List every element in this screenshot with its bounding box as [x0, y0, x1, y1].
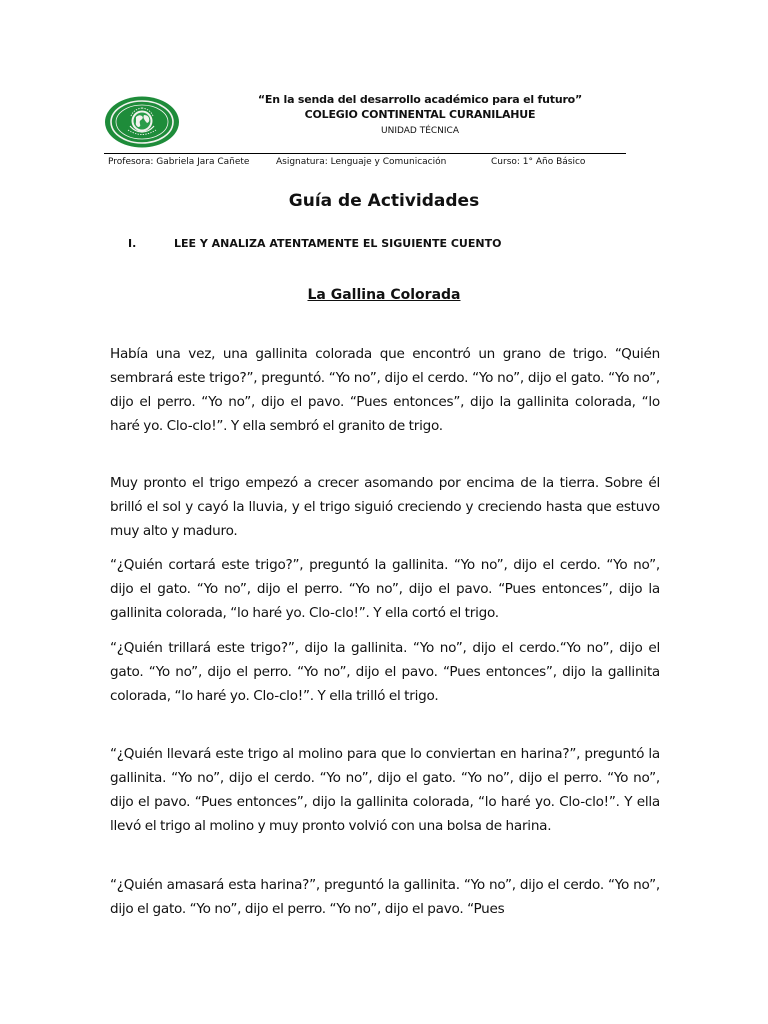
story-title-text: La Gallina Colorada: [307, 287, 461, 303]
story-paragraph: “¿Quién cortará este trigo?”, preguntó la gallinita. “Yo no”, dijo el cerdo. “Yo no”, dijo el gato. “Yo no”, dijo el perro. “Yo no”, dijo el pavo. “Pues entonces”, dijo la gallinita colorada, “lo haré yo. Clo-clo!”. Y ella cortó el trigo.: [110, 557, 660, 621]
section-number: I.: [128, 237, 137, 250]
story-paragraph: “¿Quién trillará este trigo?”, dijo la gallinita. “Yo no”, dijo el cerdo.“Yo no”, dijo el gato. “Yo no”, dijo el perro. “Yo no”, dijo el pavo. “Pues entonces”, dijo la gallinita colorada, “lo haré yo. Clo-clo!”. Y ella trilló el trigo.: [110, 640, 660, 704]
story-title: [0, 285, 768, 305]
school-name: COLEGIO CONTINENTAL CURANILAHUE: [304, 108, 536, 121]
subject-label: Asignatura: Lenguaje y Comunicación: [276, 157, 447, 167]
school-unit: UNIDAD TÉCNICA: [381, 126, 459, 136]
teacher-label: Profesora: Gabriela Jara Cañete: [108, 157, 250, 167]
school-motto: “En la senda del desarrollo académico para el futuro”: [257, 93, 583, 106]
header-divider: [104, 153, 626, 154]
school-header: [250, 93, 590, 139]
worksheet-meta-row: [0, 156, 768, 170]
worksheet-title: Guía de Actividades: [288, 191, 480, 211]
story-paragraph: Muy pronto el trigo empezó a crecer asomando por encima de la tierra. Sobre él brilló el sol y cayó la lluvia, y el trigo siguió creciendo y creciendo hasta que estuvo muy alto y maduro.: [110, 475, 660, 539]
story-paragraph: “¿Quién llevará este trigo al molino para que lo conviertan en harina?”, preguntó la gallinita. “Yo no”, dijo el cerdo. “Yo no”, dijo el gato. “Yo no”, dijo el perro. “Yo no”, dijo el pavo. “Pues entonces”, dijo la gallinita colorada, “lo haré yo. Clo-clo!”. Y ella llevó el trigo al molino y muy pronto volvió con una bolsa de harina.: [110, 746, 660, 834]
section-heading: [0, 236, 768, 252]
course-label: Curso: 1° Año Básico: [491, 157, 586, 167]
section-instruction: LEE Y ANALIZA ATENTAMENTE EL SIGUIENTE CUENTO: [174, 237, 502, 250]
school-seal-globe-icon: [104, 96, 180, 148]
story-paragraph: Había una vez, una gallinita colorada que encontró un grano de trigo. “Quién sembrará este trigo?”, preguntó. “Yo no”, dijo el cerdo. “Yo no”, dijo el gato. “Yo no”, dijo el perro. “Yo no”, dijo el pavo. “Pues entonces”, dijo la gallinita colorada, “lo haré yo. Clo-clo!”. Y ella sembró el granito de trigo.: [110, 346, 660, 434]
school-seal-logo: [104, 96, 180, 148]
story-paragraph: “¿Quién amasará esta harina?”, preguntó la gallinita. “Yo no”, dijo el cerdo. “Yo no”, dijo el gato. “Yo no”, dijo el perro. “Yo no”, dijo el pavo. “Pues: [110, 877, 660, 917]
